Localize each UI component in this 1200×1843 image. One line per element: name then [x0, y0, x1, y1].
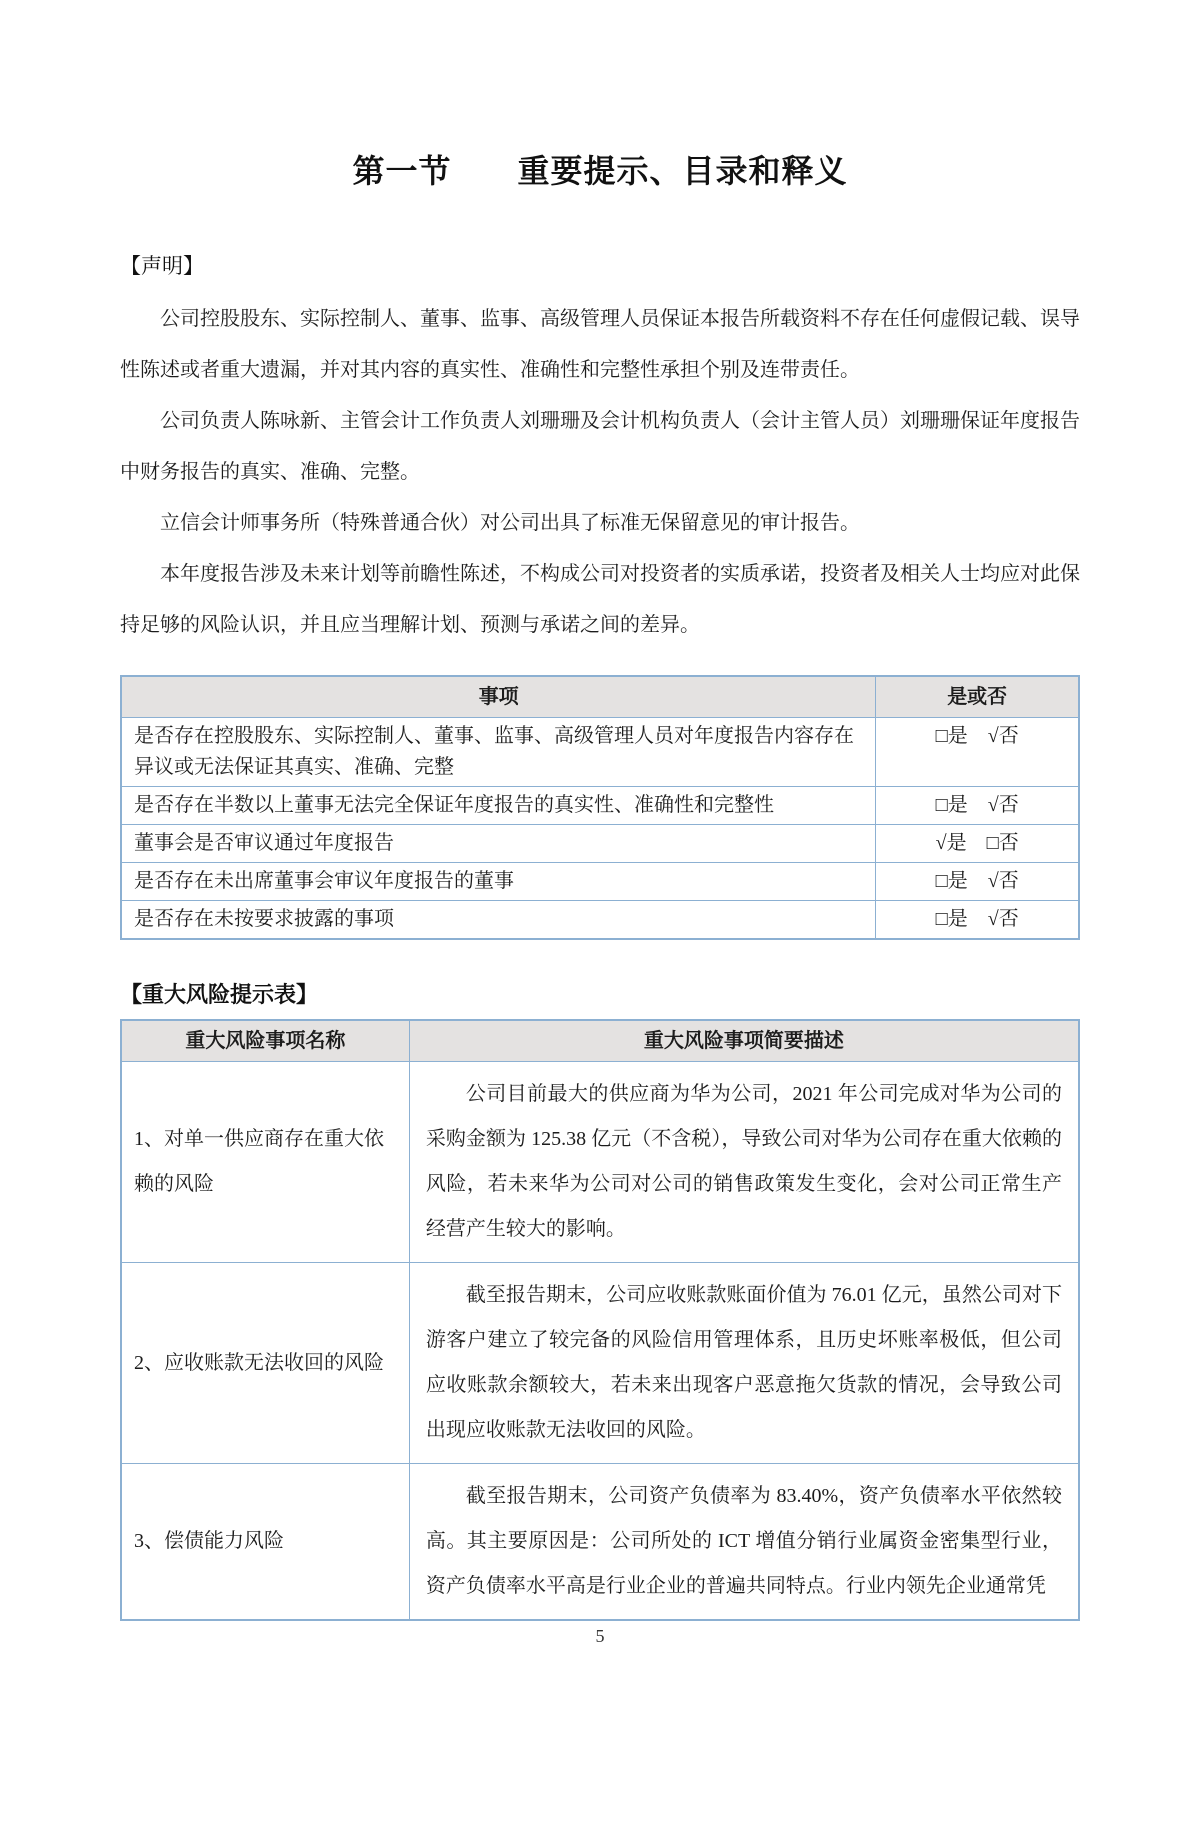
risk-table-header-row	[121, 1020, 1079, 1062]
statement-answer: □是 √否	[876, 787, 1079, 825]
document-page	[0, 146, 1200, 1843]
risk-name: 3、偿债能力风险	[121, 1464, 409, 1621]
table-row	[121, 718, 1079, 787]
risk-description	[409, 1062, 1079, 1263]
table-row	[121, 901, 1079, 940]
table-row	[121, 787, 1079, 825]
statement-item: 是否存在未出席董事会审议年度报告的董事	[121, 863, 876, 901]
table-row	[121, 825, 1079, 863]
statement-paragraph: 本年度报告涉及未来计划等前瞻性陈述，不构成公司对投资者的实质承诺，投资者及相关人士均应对此保持足够的风险认识，并且应当理解计划、预测与承诺之间的差异。	[120, 563, 1080, 636]
risk-table-header-desc: 重大风险事项简要描述	[409, 1020, 1079, 1062]
statement-answer: □是 √否	[876, 901, 1079, 940]
statement-answer: □是 √否	[876, 718, 1079, 787]
table-row	[121, 1263, 1079, 1464]
risk-description-text: 公司目前最大的供应商为华为公司，2021 年公司完成对华为公司的采购金额为 125.38 亿元（不含税），导致公司对华为公司存在重大依赖的风险，若未来华为公司对公司的销售政策发生变化，会对公司正常生产经营产生较大的影响。	[425, 1083, 1062, 1240]
statement-answer: □是 √否	[876, 863, 1079, 901]
risk-description	[409, 1263, 1079, 1464]
risk-description-text: 截至报告期末，公司资产负债率为 83.40%，资产负债率水平依然较高。其主要原因是：公司所处的 ICT 增值分销行业属资金密集型行业，资产负债率水平高是行业企业的普遍共同特点。行业内领先企业通常凭	[425, 1485, 1062, 1597]
statement-paragraphs	[120, 294, 1080, 651]
table-row	[121, 1464, 1079, 1621]
risk-name: 2、应收账款无法收回的风险	[121, 1263, 409, 1464]
statement-paragraph: 公司控股股东、实际控制人、董事、监事、高级管理人员保证本报告所载资料不存在任何虚假记载、误导性陈述或者重大遗漏，并对其内容的真实性、准确性和完整性承担个别及连带责任。	[120, 308, 1080, 381]
statement-table-header-item: 事项	[121, 676, 876, 718]
risk-table-heading: 【重大风险提示表】	[120, 982, 319, 1007]
statement-item: 是否存在控股股东、实际控制人、董事、监事、高级管理人员对年度报告内容存在异议或无法保证其真实、准确、完整	[121, 718, 876, 787]
statement-table-header-answer: 是或否	[876, 676, 1079, 718]
statement-paragraph: 公司负责人陈咏新、主管会计工作负责人刘珊珊及会计机构负责人（会计主管人员）刘珊珊保证年度报告中财务报告的真实、准确、完整。	[120, 410, 1080, 483]
statement-table-header-row	[121, 676, 1079, 718]
statement-table	[120, 675, 1080, 940]
statement-paragraph: 立信会计师事务所（特殊普通合伙）对公司出具了标准无保留意见的审计报告。	[160, 512, 860, 534]
table-row	[121, 863, 1079, 901]
statement-answer: √是 □否	[876, 825, 1079, 863]
statement-item: 是否存在未按要求披露的事项	[121, 901, 876, 940]
risk-table	[120, 1019, 1080, 1621]
risk-description-text: 截至报告期末，公司应收账款账面价值为 76.01 亿元，虽然公司对下游客户建立了较完备的风险信用管理体系，且历史坏账率极低，但公司应收账款余额较大，若未来出现客户恶意拖欠货款的情况，会导致公司出现应收账款无法收回的风险。	[425, 1284, 1062, 1441]
page-number: 5	[595, 1626, 605, 1646]
statement-heading: 【声明】	[120, 254, 204, 278]
risk-description	[409, 1464, 1079, 1621]
risk-table-header-name: 重大风险事项名称	[121, 1020, 409, 1062]
risk-name: 1、对单一供应商存在重大依赖的风险	[121, 1062, 409, 1263]
statement-item: 是否存在半数以上董事无法完全保证年度报告的真实性、准确性和完整性	[121, 787, 876, 825]
page-title: 第一节 重要提示、目录和释义	[352, 153, 848, 189]
table-row	[121, 1062, 1079, 1263]
statement-item: 董事会是否审议通过年度报告	[121, 825, 876, 863]
